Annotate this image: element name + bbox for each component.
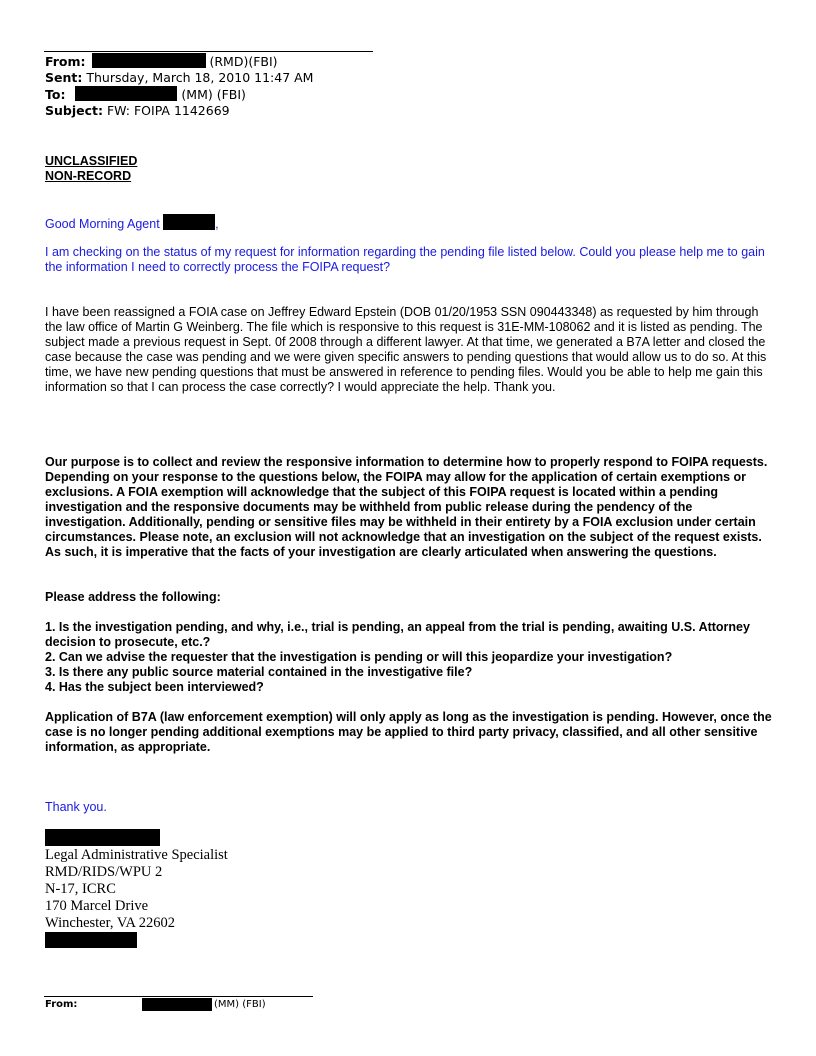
questions-list [45,620,775,695]
signature-unit: RMD/RIDS/WPU 2 [45,864,163,880]
to-line [45,86,313,103]
redaction-from-name [92,53,206,68]
closing-thank-you: Thank you. [45,800,107,814]
redaction-signature-phone [45,932,137,948]
footer-from-suffix: (MM) (FBI) [214,999,266,1010]
to-suffix: (MM) (FBI) [177,87,246,102]
redaction-to-name [75,86,177,101]
classification-block [45,154,137,184]
signature-city: Winchester, VA 22602 [45,915,175,931]
purpose-paragraph: Our purpose is to collect and review the responsive information to determine how to properly respond to FOIPA requests. Depending on your response to the questions below, the FOIPA may allow for the application of certain exemptions or exclusions. A FOIA exemption will acknowledge that the subject of this FOIPA request is located within a pending investigation and the responsive documents may be withheld from public release during the pendency of the investigation. Additionally, pending or sensitive files may be withheld in their entirety by a FOIA exclusion under certain circumstances. Please note, an exclusion will not acknowledge that an investigation on the subject of the request exists. As such, it is imperative that the facts of your investigation are clearly articulated when answering the questions. [45,455,768,559]
please-address-heading: Please address the following: [45,590,221,604]
header-top-rule [44,51,373,52]
question-item: 4. Has the subject been interviewed? [45,680,264,694]
sent-line [45,70,313,86]
footer-rule [44,996,313,997]
signature-block [45,847,228,932]
signature-office: N-17, ICRC [45,881,116,897]
subject-value: FW: FOIPA 1142669 [103,103,230,118]
redaction-signature-name [45,829,160,846]
question-item: 3. Is there any public source material contained in the investigative file? [45,665,473,679]
sent-value: Thursday, March 18, 2010 11:47 AM [82,70,314,85]
signature-title: Legal Administrative Specialist [45,847,228,863]
to-label: To: [45,87,66,102]
from-line [45,53,313,70]
footer-from-label: From: [45,999,78,1010]
case-paragraph: I have been reassigned a FOIA case on Jeffrey Edward Epstein (DOB 01/20/1953 SSN 090443348) as requested by him through the law office of Martin G Weinberg. The file which is responsive to this request is 31E-MM-108062 and it is listed as pending. The subject made a previous request in Sept. 0f 2008 through a different lawyer. At that time, we generated a B7A letter and closed the case because the case was pending and we were given specific answers to pending questions that would allow us to do so. At this time, we have new pending questions that must be answered in reference to pending files. Would you be able to help me gain this information so that I can process the case correctly? I would appreciate the help. Thank you. [45,305,767,394]
from-label: From: [45,54,86,69]
subject-label: Subject: [45,103,103,118]
greeting [45,214,219,232]
email-header [45,53,313,119]
signature-street: 170 Marcel Drive [45,898,149,914]
footer-from-line [45,999,345,1010]
greeting-suffix: , [215,217,219,231]
redaction-footer-name [142,998,212,1011]
greeting-text: Good Morning Agent [45,217,164,231]
question-item: 1. Is the investigation pending, and why, i.e., trial is pending, an appeal from the trial is pending, awaiting U.S. Attorney decision to prosecute, etc.? [45,620,750,649]
request-paragraph: I am checking on the status of my request for information regarding the pending file listed below. Could you please help me to gain the information I need to correctly process the FOIPA request? [45,245,765,274]
b7a-paragraph: Application of B7A (law enforcement exemption) will only apply as long as the investigation is pending. However, once the case is no longer pending additional exemptions may be applied to third party privacy, classified, and all other sensitive information, as appropriate. [45,710,772,754]
classification-non-record: NON-RECORD [45,169,132,183]
sent-label: Sent: [45,70,83,85]
classification-unclassified: UNCLASSIFIED [45,154,138,168]
from-suffix: (RMD)(FBI) [205,54,278,69]
redaction-agent-name [163,214,215,230]
subject-line [45,103,313,119]
question-item: 2. Can we advise the requester that the investigation is pending or will this jeopardize your investigation? [45,650,673,664]
